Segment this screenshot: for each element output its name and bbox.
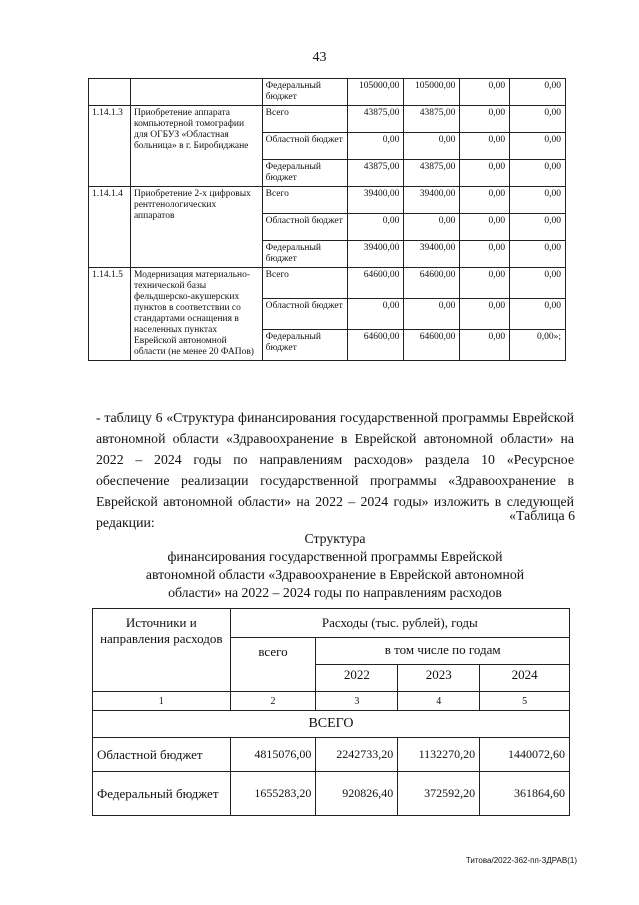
item-name: [130, 79, 262, 106]
funding-source: Областной бюджет: [262, 299, 348, 330]
table-reference: «Таблица 6: [509, 508, 575, 523]
table-row: [89, 268, 566, 299]
financing-detail-table: [88, 78, 566, 361]
value-cell: 920826,40: [316, 772, 398, 816]
amount-cell: 64600,00: [404, 330, 460, 361]
value-cell: 1440072,60: [480, 738, 570, 772]
amount-cell: 43875,00: [404, 106, 460, 133]
item-name: Приобретение 2-х цифровых рентгенологических аппаратов: [130, 187, 262, 268]
funding-source: Федеральный бюджет: [262, 330, 348, 361]
funding-source: Всего: [262, 106, 348, 133]
amount-cell: 39400,00: [348, 241, 404, 268]
item-code: [89, 79, 131, 106]
amount-cell: 0,00: [460, 214, 510, 241]
value-cell: 2242733,20: [316, 738, 398, 772]
amount-cell: 0,00»;: [510, 330, 566, 361]
amount-cell: 0,00: [460, 133, 510, 160]
row-label: Федеральный бюджет: [93, 772, 231, 816]
amount-cell: 0,00: [348, 299, 404, 330]
value-cell: 361864,60: [480, 772, 570, 816]
funding-source: Всего: [262, 187, 348, 214]
amount-cell: 0,00: [460, 330, 510, 361]
header-expenses: Расходы (тыс. рублей), годы: [230, 609, 569, 638]
amount-cell: 0,00: [348, 133, 404, 160]
amount-cell: 43875,00: [348, 160, 404, 187]
amount-cell: 0,00: [510, 79, 566, 106]
item-name: Модернизация материально-технической базы фельдшерско-акушерских пунктов в соответствии со стандартами оснащения в населенных пунктах Еврейской автономной области (не менее 20 ФАПов): [130, 268, 262, 361]
amount-cell: 105000,00: [348, 79, 404, 106]
header-year: 2024: [480, 665, 570, 692]
header-sources: Источники и направления расходов: [93, 609, 231, 692]
amount-cell: 39400,00: [348, 187, 404, 214]
value-cell: 1132270,20: [398, 738, 480, 772]
amount-cell: 0,00: [460, 160, 510, 187]
amount-cell: 39400,00: [404, 241, 460, 268]
funding-source: Федеральный бюджет: [262, 160, 348, 187]
amount-cell: 0,00: [510, 160, 566, 187]
amount-cell: 0,00: [460, 241, 510, 268]
amount-cell: 0,00: [348, 214, 404, 241]
amount-cell: 0,00: [510, 106, 566, 133]
amount-cell: 0,00: [510, 133, 566, 160]
column-index: 2: [230, 692, 316, 711]
value-cell: 1655283,20: [230, 772, 316, 816]
amount-cell: 0,00: [460, 299, 510, 330]
item-name: Приобретение аппарата компьютерной томографии для ОГБУЗ «Областная больница» в г. Биробиджане: [130, 106, 262, 187]
header-total: всего: [230, 638, 316, 692]
amount-cell: 0,00: [510, 268, 566, 299]
amount-cell: 0,00: [510, 241, 566, 268]
caption-line: Структура: [304, 531, 366, 546]
amount-cell: 0,00: [510, 299, 566, 330]
table-row: [89, 79, 566, 106]
value-cell: 4815076,00: [230, 738, 316, 772]
column-index: 5: [480, 692, 570, 711]
column-index: 4: [398, 692, 480, 711]
value-cell: 372592,20: [398, 772, 480, 816]
funding-source: Федеральный бюджет: [262, 79, 348, 106]
funding-source: Областной бюджет: [262, 133, 348, 160]
header-by-year: в том числе по годам: [316, 638, 570, 665]
document-footer: Титова/2022-362-пп-ЗДРАВ(1): [465, 856, 577, 865]
page-number: 43: [312, 50, 327, 65]
column-index: 1: [93, 692, 231, 711]
column-index: 3: [316, 692, 398, 711]
caption-line: автономной области «Здравоохранение в Еврейской автономной: [145, 567, 525, 582]
amount-cell: 64600,00: [404, 268, 460, 299]
table-row: [89, 106, 566, 133]
amount-cell: 64600,00: [348, 330, 404, 361]
amount-cell: 0,00: [510, 214, 566, 241]
amount-cell: 64600,00: [348, 268, 404, 299]
amount-cell: 0,00: [460, 79, 510, 106]
amount-cell: 0,00: [460, 106, 510, 133]
section-title: ВСЕГО: [93, 711, 570, 738]
amendment-paragraph: - таблицу 6 «Структура финансирования государственной программы Еврейской автономной области «Здравоохранение в Еврейской автономной области» на 2022 – 2024 годы по направлениям расходов» раздела 10 «Ресурсное обеспечение реализации государственной программы «Здравоохранение в Еврейской автономной области» на 2022 – 2024 годы» изложить в следующей редакции:: [96, 410, 574, 530]
amount-cell: 43875,00: [348, 106, 404, 133]
header-year: 2023: [398, 665, 480, 692]
header-year: 2022: [316, 665, 398, 692]
financing-structure-table: [92, 608, 570, 816]
caption-line: области» на 2022 – 2024 годы по направлениям расходов: [168, 585, 502, 600]
amount-cell: 43875,00: [404, 160, 460, 187]
amount-cell: 0,00: [460, 268, 510, 299]
amount-cell: 0,00: [460, 187, 510, 214]
table-row: [89, 187, 566, 214]
funding-source: Всего: [262, 268, 348, 299]
amount-cell: 0,00: [404, 214, 460, 241]
item-code: 1.14.1.4: [89, 187, 131, 268]
amount-cell: 0,00: [404, 133, 460, 160]
amount-cell: 39400,00: [404, 187, 460, 214]
table-caption: [96, 530, 574, 602]
funding-source: Областной бюджет: [262, 214, 348, 241]
row-label: Областной бюджет: [93, 738, 231, 772]
amount-cell: 0,00: [510, 187, 566, 214]
item-code: 1.14.1.3: [89, 106, 131, 187]
item-code: 1.14.1.5: [89, 268, 131, 361]
caption-line: финансирования государственной программы Еврейской: [167, 549, 503, 564]
amount-cell: 0,00: [404, 299, 460, 330]
amount-cell: 105000,00: [404, 79, 460, 106]
funding-source: Федеральный бюджет: [262, 241, 348, 268]
